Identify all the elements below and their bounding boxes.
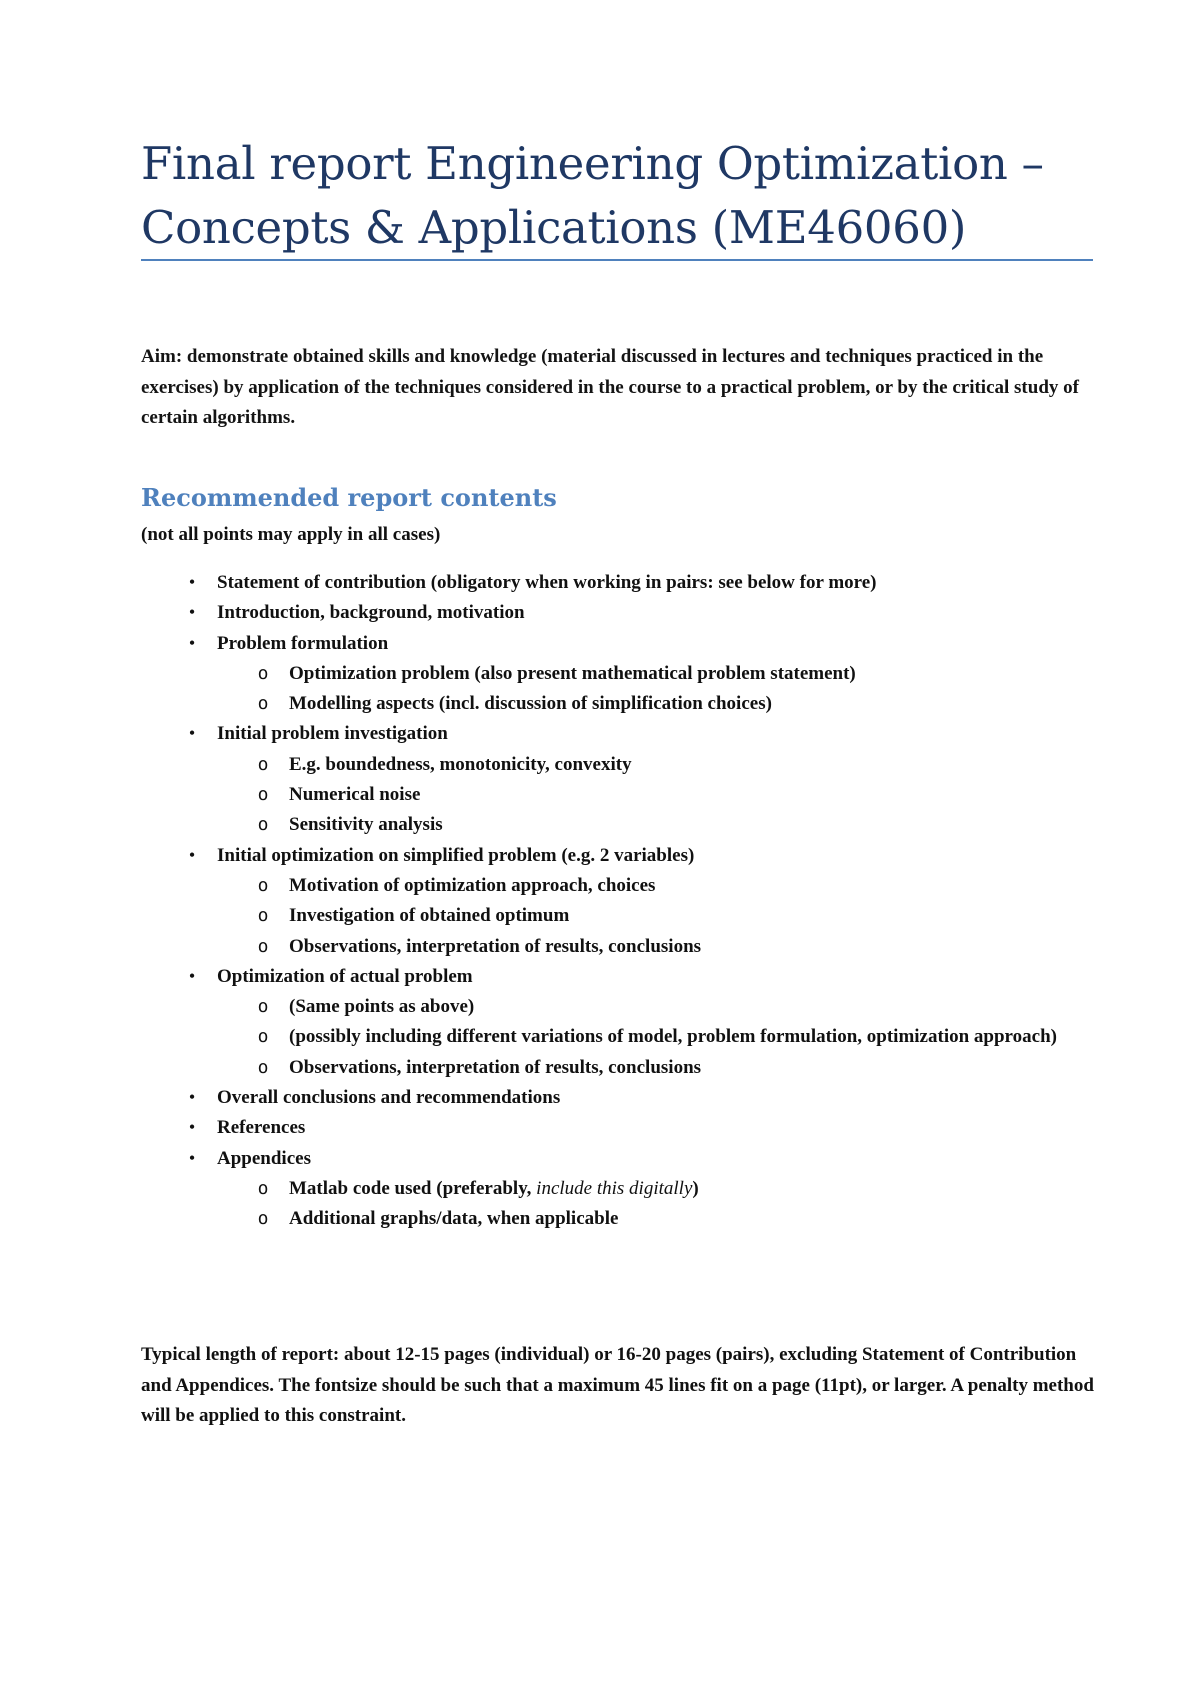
bullet-icon: • [189, 634, 195, 652]
sub-bullet-icon: o [257, 1026, 269, 1048]
sub-bullet-icon: o [257, 753, 269, 775]
list-item-text: Matlab code used (preferably, [289, 1177, 537, 1199]
sub-bullet-icon: o [257, 1056, 269, 1078]
bullet-icon: • [189, 1149, 195, 1167]
sub-bullet-icon: o [257, 662, 269, 684]
list-item-text: Initial problem investigation [217, 723, 448, 745]
list-item-text: E.g. boundedness, monotonicity, convexity [289, 753, 632, 775]
list-item [141, 719, 1101, 749]
sub-list-item [141, 901, 1101, 931]
sub-list-item [141, 689, 1101, 719]
list-item-text: Modelling aspects (incl. discussion of simplification choices) [289, 693, 772, 715]
sub-bullet-icon: o [257, 784, 269, 806]
list-item-text: (possibly including different variations of model, problem formulation, optimization approach) [289, 1026, 1057, 1048]
sub-bullet-icon: o [257, 905, 269, 927]
section-heading: Recommended report contents [141, 483, 557, 512]
list-item-text: Investigation of obtained optimum [289, 905, 570, 927]
list-item [141, 1113, 1101, 1143]
bullet-icon: • [189, 574, 195, 591]
list-item-text: Problem formulation [217, 632, 389, 654]
sub-bullet-icon: o [257, 1177, 269, 1199]
sub-list-item [141, 659, 1101, 689]
sub-list-item [141, 1053, 1101, 1083]
sub-bullet-icon: o [257, 874, 269, 896]
list-item-text: Introduction, background, motivation [217, 602, 525, 624]
list-item [141, 629, 1101, 659]
list-item-text: Optimization problem (also present mathematical problem statement) [289, 662, 856, 684]
list-item-text: Observations, interpretation of results, conclusions [289, 1056, 702, 1078]
list-item [141, 841, 1101, 871]
sub-bullet-icon: o [257, 1208, 269, 1230]
list-item-text: Appendices [217, 1147, 311, 1169]
sub-bullet-icon: o [257, 996, 269, 1018]
sub-list-item [141, 992, 1101, 1022]
list-item-text: Statement of contribution (obligatory when working in pairs: see below for more) [217, 572, 877, 593]
list-item-text: Overall conclusions and recommendations [217, 1087, 561, 1109]
list-item-text: Sensitivity analysis [289, 814, 443, 836]
list-item [141, 962, 1101, 992]
bullet-icon: • [189, 967, 195, 985]
list-item-text: Initial optimization on simplified problem (e.g. 2 variables) [217, 844, 695, 866]
sub-list-item [141, 1022, 1101, 1052]
sub-list-item [141, 932, 1101, 962]
list-item [141, 568, 1101, 598]
sub-list-item [141, 871, 1101, 901]
report-length-paragraph: Typical length of report: about 12-15 pages (individual) or 16-20 pages (pairs), excluding Statement of Contribution and Appendices. The fontsize should be such that a maximum 45 lines fit on a page (11pt), or larger. A penalty method will be applied to this constraint. [141, 1344, 1094, 1426]
section-note: (not all points may apply in all cases) [141, 524, 441, 545]
sub-list-item [141, 810, 1101, 840]
sub-list-item [141, 750, 1101, 780]
list-item-text: (Same points as above) [289, 996, 475, 1018]
sub-list-item [141, 1204, 1101, 1234]
list-item-text: Additional graphs/data, when applicable [289, 1208, 619, 1230]
sub-bullet-icon: o [257, 693, 269, 715]
list-item-text: Motivation of optimization approach, choices [289, 874, 656, 896]
list-item [141, 1083, 1101, 1113]
sub-list-item [141, 1174, 1101, 1204]
list-item-text: Optimization of actual problem [217, 965, 473, 987]
bullet-icon: • [189, 604, 195, 622]
list-item [141, 1144, 1101, 1174]
sub-bullet-icon: o [257, 935, 269, 957]
list-item-text: References [217, 1117, 306, 1139]
list-item [141, 598, 1101, 628]
bullet-icon: • [189, 846, 195, 864]
sub-list-item [141, 780, 1101, 810]
list-item-text: Numerical noise [289, 784, 421, 806]
bullet-icon: • [189, 725, 195, 743]
title-underline [141, 259, 1093, 261]
aim-paragraph: Aim: demonstrate obtained skills and knowledge (material discussed in lectures and techniques practiced in the exercises) by application of the techniques considered in the course to a practical problem, or by the critical study of certain algorithms. [141, 346, 1079, 428]
bullet-icon: • [189, 1119, 195, 1137]
bullet-icon: • [189, 1089, 195, 1107]
sub-bullet-icon: o [257, 814, 269, 836]
list-item-suffix: ) [692, 1177, 699, 1199]
report-contents-list [141, 568, 1101, 1235]
list-item-emphasis: include this digitally [536, 1177, 693, 1199]
document-title: Final report Engineering Optimization – Concepts & Applications (ME46060) [141, 137, 1044, 254]
list-item-text: Observations, interpretation of results, conclusions [289, 935, 702, 957]
